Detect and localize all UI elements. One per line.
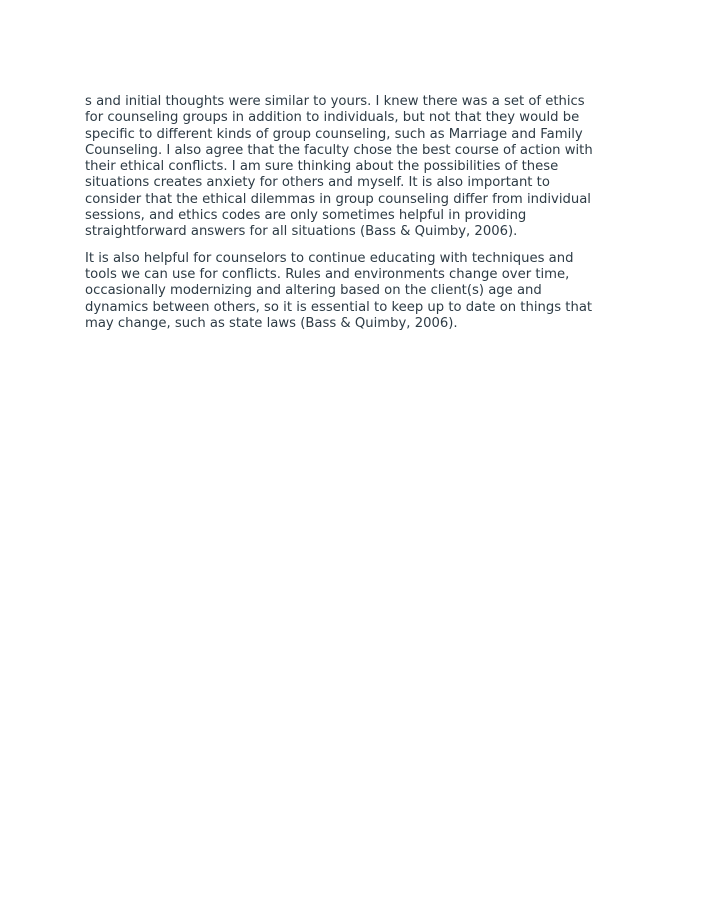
body-paragraph-2: It is also helpful for counselors to continue educating with techniques and tools we can use for conflicts. Rules and environments change over time, occasionally modernizing and altering based on the client(s) age and dynamics between others, so it is essential to keep up to date on things that may change, such as state laws (Bass & Quimby, 2006). — [85, 250, 593, 331]
body-paragraph-1: s and initial thoughts were similar to yours. I knew there was a set of ethics for counseling groups in addition to individuals, but not that they would be specific to different kinds of group counseling, such as Marriage and Family Counseling. I also agree that the faculty chose the best course of action with their ethical conflicts. I am sure thinking about the possibilities of these situations creates anxiety for others and myself. It is also important to consider that the ethical dilemmas in group counseling differ from individual sessions, and ethics codes are only sometimes helpful in providing straightforward answers for all situations (Bass & Quimby, 2006). — [85, 94, 593, 240]
document-body — [85, 94, 633, 342]
